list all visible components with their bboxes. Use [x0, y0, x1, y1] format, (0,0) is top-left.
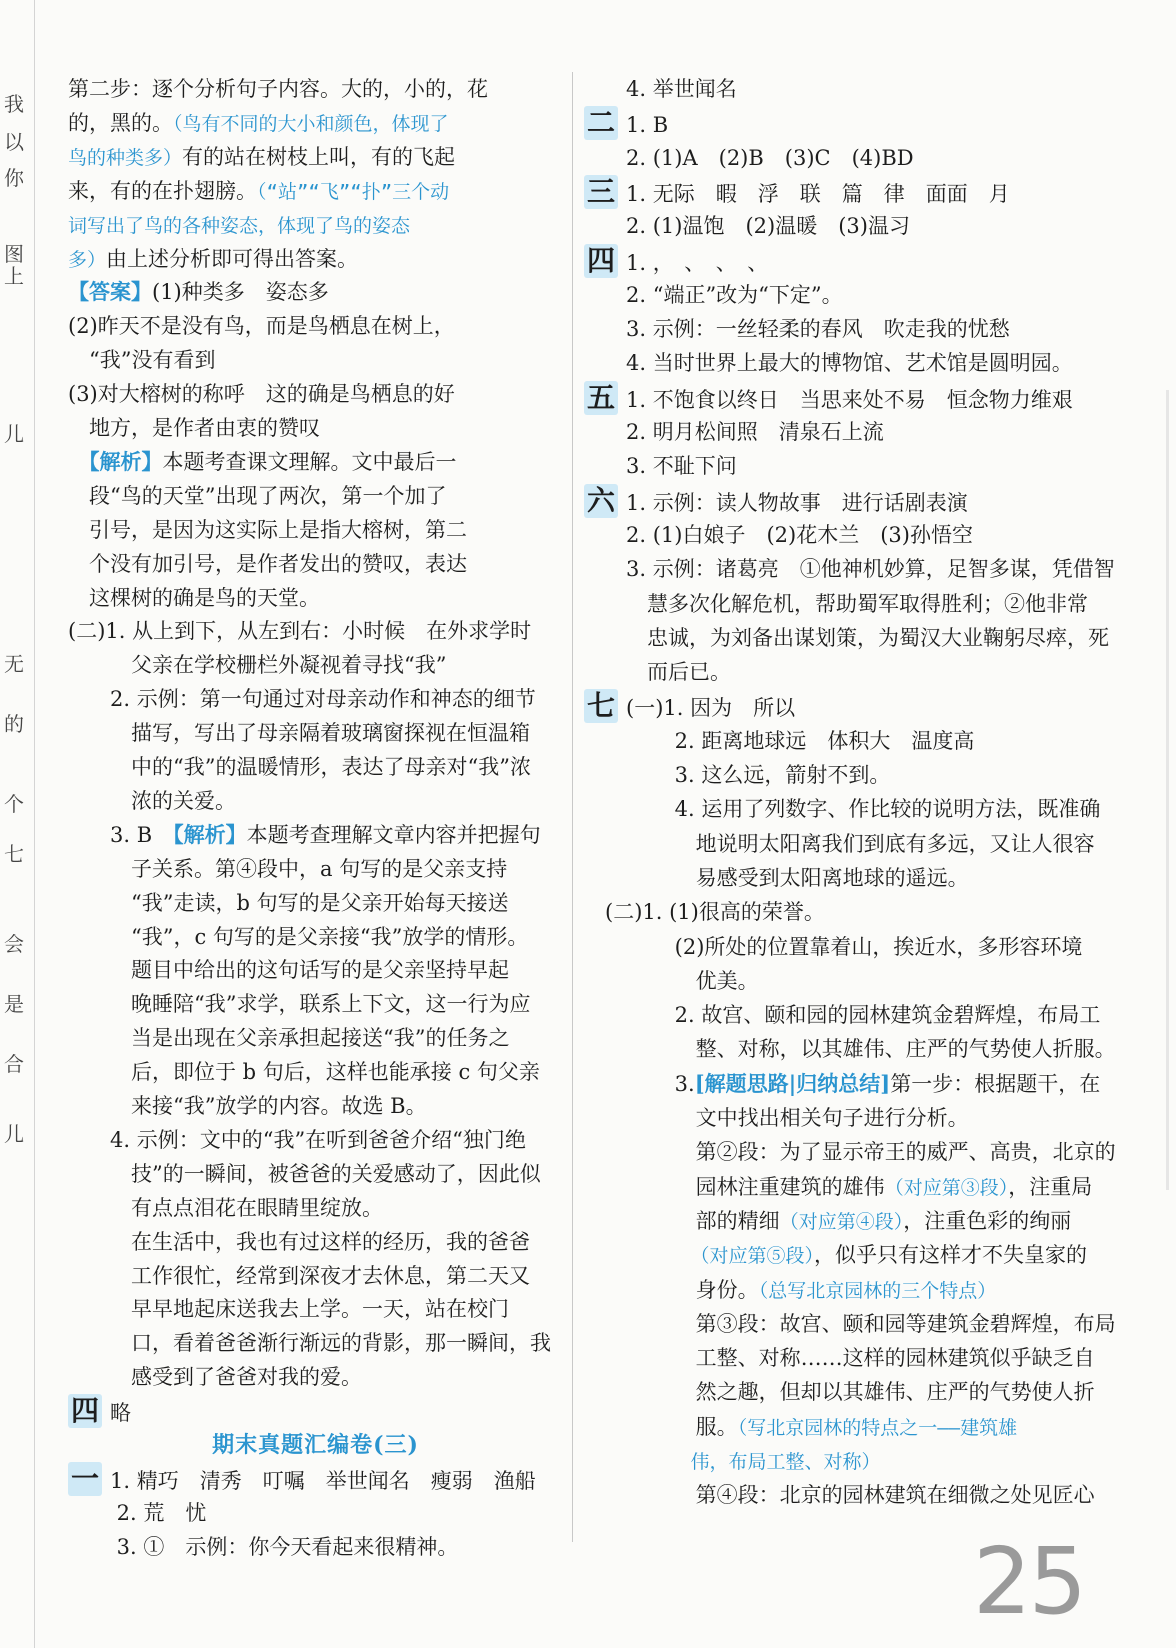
- text-line: [68, 716, 563, 750]
- text-line: [68, 953, 563, 987]
- text-line: [584, 346, 1158, 380]
- text-line: [584, 1238, 1158, 1272]
- text-line: [584, 1307, 1158, 1341]
- body-text: 3. B: [68, 822, 174, 847]
- body-text: 然之趣，但却以其雄伟、庄严的气势使人折: [584, 1380, 1095, 1405]
- body-text: 整、对称，以其雄伟、庄严的气势使人折服。: [584, 1037, 1116, 1062]
- body-text: 4. 运用了列数字、作比较的说明方法，既准确: [584, 797, 1101, 822]
- body-text: 2. (1)白娘子 (2)花木兰 (3)孙悟空: [584, 522, 973, 547]
- margin-char: 图: [4, 242, 24, 266]
- margin-char: 以: [4, 130, 24, 154]
- section-header-line: [68, 1394, 563, 1428]
- body-text: 地方，是作者由衷的赞叹: [68, 416, 320, 440]
- text-line: [584, 1135, 1158, 1169]
- body-text: 晚睡陪“我”求学，联系上下文，这一行为应: [68, 992, 531, 1017]
- text-line: [584, 449, 1158, 483]
- body-text: 易感受到太阳离地球的遥远。: [584, 865, 969, 890]
- text-line: [68, 377, 563, 411]
- body-text: 园林注重建筑的雄伟: [584, 1174, 885, 1199]
- text-line: [68, 106, 563, 140]
- body-text: 地说明太阳离我们到底有多远，又让人很容: [584, 831, 1095, 856]
- body-text: 早早地起床送我去上学。一天，站在校门: [68, 1297, 509, 1322]
- answer-tag: 【解析】: [68, 448, 163, 474]
- text-line: [68, 72, 563, 106]
- text-line: [584, 209, 1158, 243]
- body-text: 慧多次化解危机，帮助蜀军取得胜利；②他非常: [584, 591, 1088, 616]
- text-line: [68, 1259, 563, 1293]
- text-line: [584, 1410, 1158, 1444]
- text-line: [584, 895, 1158, 929]
- text-line: [584, 621, 1158, 655]
- body-text: 第一步：根据题干，在: [890, 1071, 1101, 1096]
- answer-tag: 【解析】: [173, 821, 247, 847]
- body-text: 来接“我”放学的内容。故选 B。: [68, 1094, 427, 1118]
- margin-char: 我: [4, 92, 24, 116]
- margin-char: 是: [4, 992, 24, 1016]
- text-line: [68, 513, 563, 547]
- text-line: [584, 724, 1158, 758]
- body-text: 3. ① 示例：你今天看起来很精神。: [68, 1534, 459, 1559]
- body-text: 略: [110, 1401, 131, 1426]
- body-text: 第②段：为了显示帝王的威严、高贵，北京的: [584, 1140, 1116, 1165]
- body-text: 由上述分析即可得出答案。: [106, 246, 359, 271]
- text-line: [584, 655, 1158, 689]
- annotation-text: 词写出了鸟的各种姿态，体现了鸟的姿态: [68, 214, 411, 237]
- margin-char: 你: [4, 166, 24, 190]
- text-line: [68, 1496, 563, 1530]
- text-line: [68, 242, 563, 276]
- section-title: [68, 1428, 563, 1462]
- margin-char: 会: [4, 932, 24, 956]
- text-line: [68, 818, 563, 852]
- body-text: 技”的一瞬间，被爸爸的关爱感动了，因此似: [68, 1161, 541, 1186]
- section-header-line: [584, 244, 1158, 278]
- text-line: [584, 827, 1158, 861]
- text-line: [584, 1273, 1158, 1307]
- text-line: [68, 1292, 563, 1326]
- text-line: [68, 1123, 563, 1157]
- answer-tag: [解题思路|归纳总结]: [694, 1070, 891, 1096]
- body-text: 来，有的在扑翅膀。: [68, 178, 257, 203]
- text-line: [584, 964, 1158, 998]
- text-line: [584, 1341, 1158, 1375]
- section-number-badge: 四: [68, 1394, 102, 1428]
- text-line: [68, 648, 563, 682]
- body-text: 的，黑的。: [68, 110, 173, 135]
- body-text: 2. “端正”改为“下定”。: [584, 282, 843, 307]
- text-line: [584, 141, 1158, 175]
- text-line: [68, 784, 563, 818]
- body-text: 口，看着爸爸渐行渐远的背影，那一瞬间，我: [68, 1331, 551, 1356]
- annotation-text: （“站”“飞”“扑”三个动: [257, 180, 450, 203]
- section-header-line: [584, 175, 1158, 209]
- body-text: 1. ， 、 、 、: [626, 250, 769, 275]
- text-line: [68, 581, 563, 615]
- text-line: [584, 552, 1158, 586]
- body-text: 后，即位于 b 句后，这样也能承接 c 句父亲: [68, 1060, 540, 1085]
- text-line: [584, 72, 1158, 106]
- section-number-badge: 二: [584, 106, 618, 140]
- body-text: 部的精细: [584, 1208, 780, 1233]
- text-line: [584, 312, 1158, 346]
- text-line: [68, 886, 563, 920]
- margin-char: 儿: [4, 422, 24, 446]
- body-text: 2. (1)温饱 (2)温暖 (3)温习: [584, 214, 910, 239]
- text-line: [584, 1101, 1158, 1135]
- body-text: ，注重局: [1008, 1174, 1093, 1199]
- text-line: [68, 479, 563, 513]
- body-text: (3)对大榕树的称呼 这的确是鸟栖息的好: [68, 382, 455, 407]
- annotation-text: （鸟有不同的大小和颜色，体现了: [173, 112, 449, 135]
- section-number-badge: 六: [584, 484, 618, 518]
- text-line: [68, 1021, 563, 1055]
- exam-title: 期末真题汇编卷(三): [212, 1432, 419, 1458]
- body-text: ，似乎只有这样才不失皇家的: [813, 1243, 1087, 1268]
- body-text: (2)昨天不是没有鸟，而是鸟栖息在树上，: [68, 314, 455, 339]
- section-header-line: [584, 381, 1158, 415]
- body-text: 忠诚，为刘备出谋划策，为蜀汉大业鞠躬尽瘁，死: [584, 625, 1109, 650]
- text-line: [584, 1032, 1158, 1066]
- text-line: [584, 792, 1158, 826]
- body-text: 中的“我”的温暖情形，表达了母亲对“我”浓: [68, 755, 531, 779]
- body-text: ，注重色彩的绚丽: [903, 1208, 1072, 1233]
- body-text: (一)1. 因为 所以: [626, 696, 796, 721]
- text-line: [68, 275, 563, 309]
- annotation-text: （对应第⑤段）: [584, 1245, 814, 1268]
- body-text: 1. 示例：读人物故事 进行话剧表演: [626, 490, 968, 515]
- text-line: [68, 614, 563, 648]
- body-text: 2. 示例：第一句通过对母亲动作和神态的细节: [68, 687, 536, 712]
- annotation-text: 多）: [68, 248, 107, 271]
- text-line: [68, 411, 563, 445]
- annotation-text: （对应第③段）: [884, 1176, 1009, 1199]
- margin-char: 个: [4, 792, 24, 816]
- body-text: 描写，写出了母亲隔着玻璃窗探视在恒温箱: [68, 721, 530, 746]
- section-header-line: [584, 106, 1158, 140]
- text-line: [584, 1067, 1158, 1101]
- page-edge-shadow: [1166, 390, 1169, 1190]
- text-line: [68, 1326, 563, 1360]
- text-line: [68, 309, 563, 343]
- body-text: 3. 不耻下问: [584, 454, 737, 479]
- section-header-line: [584, 689, 1158, 723]
- text-line: [584, 1478, 1158, 1512]
- text-line: [68, 852, 563, 886]
- text-line: [584, 861, 1158, 895]
- body-text: 1. 精巧 清秀 叮嘱 举世闻名 瘦弱 渔船: [110, 1468, 536, 1493]
- text-line: [584, 930, 1158, 964]
- page-number: 25: [973, 1528, 1085, 1635]
- body-text: 本题考查理解文章内容并把握句: [246, 822, 541, 847]
- body-text: 引号，是因为这实际上是指大榕树，第二: [68, 517, 467, 542]
- body-text: (二)1. (1)很高的荣誉。: [584, 900, 825, 925]
- text-line: [68, 750, 563, 784]
- body-text: 第④段：北京的园林建筑在细微之处见匠心: [584, 1483, 1095, 1508]
- text-line: [68, 1157, 563, 1191]
- text-line: [68, 1055, 563, 1089]
- body-text: 本题考查课文理解。文中最后一: [162, 449, 457, 474]
- body-text: 父亲在学校栅栏外凝视着寻找“我”: [68, 653, 447, 678]
- body-text: (二)1. 从上到下，从左到右：小时候 在外求学时: [68, 619, 532, 644]
- body-text: 3. 示例：一丝轻柔的春风 吹走我的忧愁: [584, 317, 1010, 342]
- section-number-badge: 五: [584, 381, 618, 415]
- margin-char: 的: [4, 712, 24, 736]
- section-header-line: [68, 1462, 563, 1496]
- text-line: [68, 1089, 563, 1123]
- body-text: 感受到了爸爸对我的爱。: [68, 1365, 362, 1390]
- body-text: (1)种类多 姿态多: [152, 280, 329, 305]
- annotation-text: 鸟的种类多）: [68, 146, 183, 169]
- annotation-text: （对应第④段）: [779, 1210, 904, 1233]
- text-line: [68, 208, 563, 242]
- text-line: [68, 1530, 563, 1564]
- body-text: “我”，c 句写的是父亲接“我”放学的情形。: [68, 924, 529, 949]
- text-line: [584, 758, 1158, 792]
- body-text: 第③段：故宫、颐和园等建筑金碧辉煌，布局: [584, 1311, 1116, 1336]
- column-divider: [572, 72, 573, 1542]
- section-header-line: [584, 484, 1158, 518]
- body-text: 3. 示例：诸葛亮 ①他神机妙算，足智多谋，凭借智: [584, 557, 1115, 582]
- body-text: 优美。: [584, 968, 759, 993]
- text-line: [68, 445, 563, 479]
- body-text: 3. 这么远，箭射不到。: [584, 763, 891, 787]
- body-text: 3.: [584, 1071, 695, 1096]
- text-line: [68, 682, 563, 716]
- section-number-badge: 七: [584, 689, 618, 723]
- body-text: 第二步：逐个分析句子内容。大的，小的，花: [68, 77, 488, 101]
- body-text: 2. (1)A (2)B (3)C (4)BD: [584, 145, 914, 170]
- text-line: [584, 1444, 1158, 1478]
- text-line: [68, 140, 563, 174]
- body-text: 2. 明月松间照 清泉石上流: [584, 420, 884, 444]
- body-text: 工整、对称……这样的园林建筑似乎缺乏自: [584, 1346, 1095, 1371]
- body-text: 浓的关爱。: [68, 788, 236, 813]
- section-number-badge: 四: [584, 244, 618, 278]
- body-text: 当是出现在父亲承担起接送“我”的任务之: [68, 1026, 510, 1051]
- text-line: [584, 587, 1158, 621]
- body-text: 而后已。: [584, 660, 731, 685]
- text-line: [68, 1225, 563, 1259]
- body-text: 在生活中，我也有过这样的经历，我的爸爸: [68, 1229, 530, 1254]
- body-text: “我”走读，b 句写的是父亲开始每天接送: [68, 890, 509, 915]
- body-text: 1. 不饱食以终日 当思来处不易 恒念物力维艰: [626, 387, 1073, 412]
- section-number-badge: 一: [68, 1462, 102, 1496]
- annotation-text: （写北京园林的特点之一——建筑雄: [737, 1416, 1018, 1439]
- body-text: 身份。: [584, 1277, 759, 1302]
- annotation-text: （总写北京园林的三个特点）: [758, 1279, 997, 1302]
- answer-tag: 【答案】: [68, 279, 152, 305]
- body-text: 2. 荒 忧: [68, 1500, 207, 1525]
- body-text: 个没有加引号，是作者发出的赞叹，表达: [68, 551, 467, 576]
- text-line: [584, 278, 1158, 312]
- body-text: 服。: [584, 1414, 738, 1439]
- page-gutter-line: [34, 0, 35, 1648]
- text-line: [584, 998, 1158, 1032]
- body-text: 工作很忙，经常到深夜才去休息，第二天又: [68, 1263, 530, 1288]
- annotation-text: 伟，布局工整、对称）: [584, 1451, 881, 1473]
- text-line: [68, 987, 563, 1021]
- body-text: 4. 示例：文中的“我”在听到爸爸介绍“独门绝: [68, 1127, 526, 1152]
- body-text: 2. 距离地球远 体积大 温度高: [584, 728, 975, 753]
- section-number-badge: 三: [584, 175, 618, 209]
- text-line: [584, 1375, 1158, 1409]
- text-line: [584, 518, 1158, 552]
- body-text: “我”没有看到: [68, 348, 216, 373]
- body-text: 题目中给出的这句话写的是父亲坚持早起: [68, 958, 509, 983]
- text-line: [584, 1170, 1158, 1204]
- body-text: 2. 故宫、颐和园的园林建筑金碧辉煌，布局工: [584, 1003, 1101, 1028]
- body-text: 这棵树的确是鸟的天堂。: [68, 585, 320, 610]
- text-line: [584, 1204, 1158, 1238]
- text-line: [584, 415, 1158, 449]
- body-text: 段“鸟的天堂”出现了两次，第一个加了: [68, 483, 447, 508]
- text-line: [68, 174, 563, 208]
- body-text: 4. 举世闻名: [584, 77, 737, 101]
- margin-char: 合: [4, 1052, 24, 1076]
- body-text: 子关系。第④段中，a 句写的是父亲支持: [68, 856, 508, 881]
- text-line: [68, 1360, 563, 1394]
- margin-char: 七: [4, 842, 24, 866]
- body-text: 有的站在树枝上叫，有的飞起: [182, 144, 456, 169]
- body-text: 有点点泪花在眼睛里绽放。: [68, 1195, 383, 1220]
- text-line: [68, 920, 563, 954]
- body-text: (2)所处的位置靠着山，挨近水，多形容环境: [584, 934, 1083, 959]
- text-line: [68, 547, 563, 581]
- text-line: [68, 1191, 563, 1225]
- margin-char: 儿: [4, 1122, 24, 1146]
- margin-char: 无: [4, 652, 24, 676]
- body-text: 文中找出相关句子进行分析。: [584, 1106, 969, 1130]
- margin-char: 上: [4, 264, 24, 288]
- body-text: 1. B: [626, 113, 669, 138]
- body-text: 4. 当时世界上最大的博物馆、艺术馆是圆明园。: [584, 351, 1073, 376]
- body-text: 1. 无际 暇 浮 联 篇 律 面面 月: [626, 181, 1010, 206]
- text-line: [68, 343, 563, 377]
